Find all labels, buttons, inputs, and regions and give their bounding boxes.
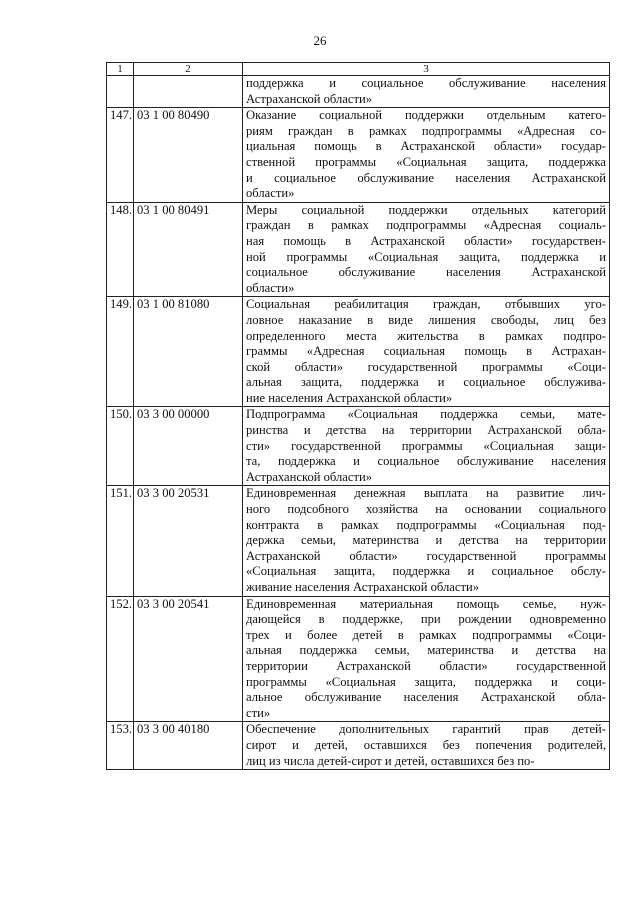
row-code: 03 1 00 80490 [134,108,243,203]
description-line: циальная помощь в Астраханской области» государ- [246,139,606,154]
description-line: Подпрограмма «Социальная поддержка семьи, мате- [246,407,606,422]
description-line: лиц из числа детей-сирот и детей, оставшихся без по- [246,753,535,768]
description-line: Астраханской области» [246,91,373,106]
table-row [107,108,610,203]
description-line: Единовременная денежная выплата на развитие лич- [246,486,606,501]
description-line: граммы «Адресная социальная помощь в Астрахан- [246,344,606,359]
description-line: дающейся в поддержке, при рождении одновременно [246,612,606,627]
row-description [243,108,610,203]
description-line: «Социальная защита, поддержка и социальное обслу- [246,564,606,579]
description-line: альная поддержка семьи, материнства и детства на [246,643,606,658]
row-number: 153. [107,722,134,770]
row-number: 148. [107,202,134,297]
description-line: области» [246,280,295,295]
table-header-row [107,63,610,76]
row-code: 03 3 00 40180 [134,722,243,770]
description-line: социальное обслуживание населения Астраханской [246,265,606,280]
table-row [107,596,610,722]
header-col-2: 2 [134,63,243,76]
table-row [107,76,610,108]
description-line: живание населения Астраханской области» [246,580,480,594]
row-code [134,76,243,108]
row-number: 147. [107,108,134,203]
table-row [107,202,610,297]
description-line: альная защита, поддержка и социальное обслужива- [246,375,606,390]
table-row [107,297,610,407]
row-description [243,407,610,486]
row-code: 03 3 00 20541 [134,596,243,722]
budget-classification-table [106,62,610,770]
description-line: Обеспечение дополнительных гарантий прав детей- [246,722,606,737]
row-description [243,486,610,596]
header-col-1: 1 [107,63,134,76]
row-description [243,596,610,722]
row-code: 03 3 00 00000 [134,407,243,486]
description-line: сти» [246,705,271,720]
row-number: 152. [107,596,134,722]
row-code: 03 1 00 80491 [134,202,243,297]
description-line: Единовременная материальная помощь семье, нуж- [246,596,606,611]
description-line: ного подсобного хозяйства на основании социального [246,502,606,517]
row-number: 149. [107,297,134,407]
description-line: определенного места жительства в рамках подпро- [246,328,606,343]
description-line: и социальное обслуживание населения Астраханской [246,170,606,185]
description-line: ная помощь в Астраханской области» государствен- [246,233,606,248]
header-col-3: 3 [243,63,610,76]
description-line: ственной программы «Социальная защита, поддержка [246,154,606,169]
description-line: Социальная реабилитация граждан, отбывших уго- [246,297,606,312]
description-line: сирот и детей, оставшихся без попечения родителей, [246,737,606,752]
row-description [243,202,610,297]
description-line: Меры социальной поддержки отдельных категорий [246,202,606,217]
description-line: держка семьи, материнства и детства на территории [246,533,606,548]
description-line: ние населения Астраханской области» [246,390,453,405]
table-row [107,722,610,770]
description-line: сти» государственной программы «Социальная защи- [246,438,606,453]
description-line: Астраханской области» [246,469,373,484]
row-code: 03 3 00 20531 [134,486,243,596]
description-line: ринства и детства на территории Астраханской обла- [246,423,606,438]
description-line: та, поддержка и социальное обслуживание населения [246,454,606,469]
row-number: 150. [107,407,134,486]
description-line: трех и более детей в рамках подпрограммы «Соци- [246,627,606,642]
page-number: 26 [313,33,327,48]
description-line: контракта в рамках подпрограммы «Социальная под- [246,517,606,532]
description-line: ной программы «Социальная защита, поддержка и [246,249,606,264]
row-code: 03 1 00 81080 [134,297,243,407]
description-line: Астраханской области» государственной программы [246,548,606,563]
row-number [107,76,134,108]
description-line: ловное наказание в виде лишения свободы, лиц без [246,312,606,327]
description-line: поддержка и социальное обслуживание населения [246,76,606,90]
description-line: территории Астраханской области» государственной [246,658,606,673]
description-line: риям граждан в рамках подпрограммы «Адресная со- [246,123,606,138]
description-line: ской области» государственной программы «Соци- [246,359,606,374]
table-row [107,407,610,486]
table-row [107,486,610,596]
description-line: Оказание социальной поддержки отдельным катего- [246,108,606,123]
row-number: 151. [107,486,134,596]
row-description [243,76,610,108]
row-description [243,722,610,770]
description-line: программы «Социальная защита, поддержка и соци- [246,674,606,689]
row-description [243,297,610,407]
description-line: альное обслуживание населения Астраханской обла- [246,690,606,705]
description-line: граждан в рамках подпрограммы «Адресная социаль- [246,218,606,233]
description-line: области» [246,186,295,201]
